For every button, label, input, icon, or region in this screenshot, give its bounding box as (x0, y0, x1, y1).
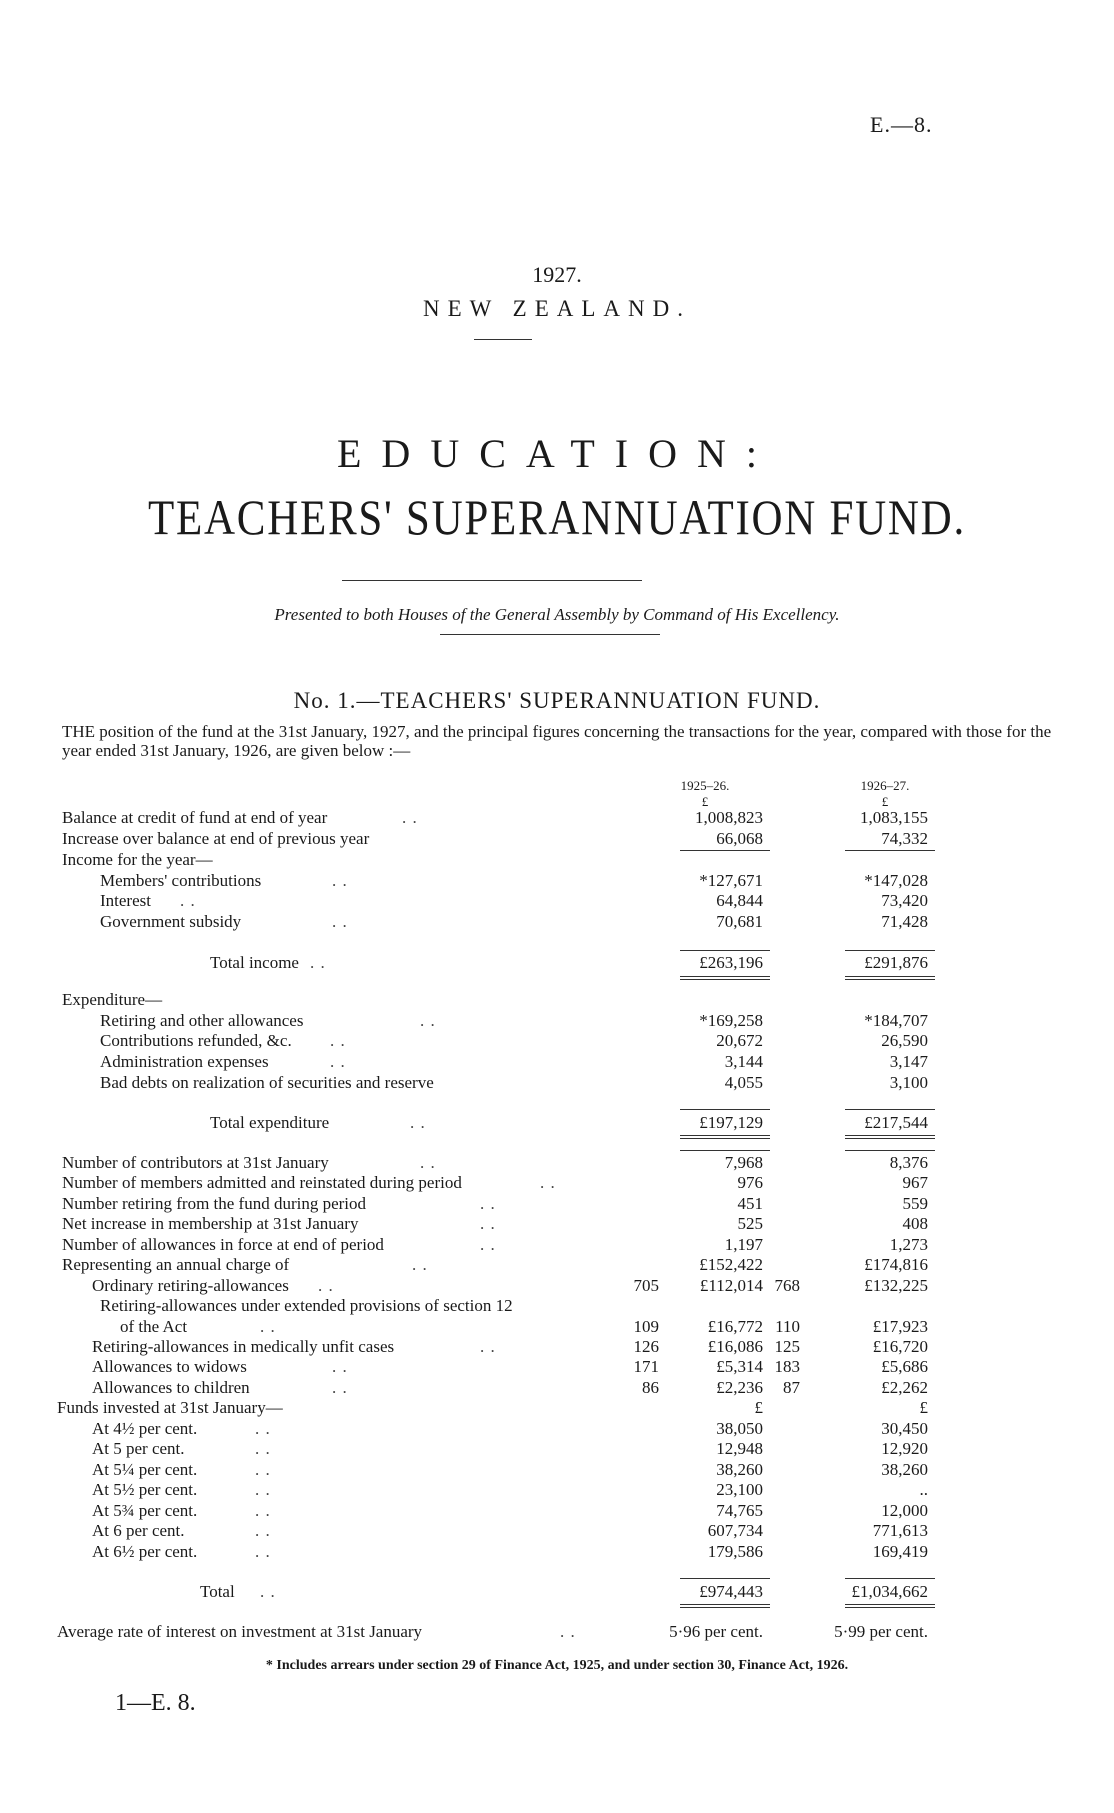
row-label: At 4½ per cent. (92, 1419, 198, 1438)
value-1925: 5·96 per cent. (669, 1622, 763, 1641)
sum-rule (845, 1607, 935, 1608)
count-1926: 768 (774, 1276, 800, 1295)
value-1926: *184,707 (864, 1011, 928, 1030)
leader-dots: . . (255, 1460, 271, 1479)
column-unit-1925: £ (701, 794, 709, 809)
table-row (0, 1398, 1114, 1418)
intro-paragraph: THE position of the fund at the 31st January, 1927, and the principal figures concerning the transactions for the year, compared with those for the year ended 31st January, 1926, are given below :— (62, 722, 1052, 760)
document-year: 1927. (532, 262, 582, 287)
table-row (0, 1521, 1114, 1541)
table-row (0, 1501, 1114, 1521)
table-row (0, 1052, 1114, 1072)
leader-dots: . . (260, 1582, 276, 1601)
table-row (0, 808, 1114, 828)
value-1925: £16,772 (707, 1317, 763, 1336)
column-header-1925: 1925–26. (680, 778, 730, 793)
table-row (0, 1460, 1114, 1480)
table-row (0, 850, 1114, 870)
leader-dots: . . (480, 1235, 496, 1254)
value-1926: £2,262 (881, 1378, 928, 1397)
leader-dots: . . (260, 1317, 276, 1336)
row-label: Net increase in membership at 31st January (62, 1214, 359, 1233)
value-1926: .. (919, 1480, 928, 1499)
value-1926: *147,028 (864, 871, 928, 890)
row-label: At 6 per cent. (92, 1521, 185, 1540)
row-label: At 5½ per cent. (92, 1480, 198, 1499)
value-1925: 38,260 (716, 1460, 763, 1479)
row-label: Administration expenses (100, 1052, 269, 1071)
value-1926: £16,720 (872, 1337, 928, 1356)
leader-dots: . . (420, 1011, 436, 1030)
sum-rule (680, 1135, 770, 1136)
row-label: Number of contributors at 31st January (62, 1153, 329, 1172)
row-label: Ordinary retiring-allowances (92, 1276, 289, 1295)
value-1926: 3,147 (889, 1052, 928, 1071)
value-1925: 20,672 (716, 1031, 763, 1050)
leader-dots: . . (560, 1622, 576, 1641)
sum-rule (680, 1607, 770, 1608)
table-row (0, 891, 1114, 911)
leader-dots: . . (410, 1113, 426, 1132)
sum-rule (680, 1138, 770, 1139)
sum-rule (680, 1150, 770, 1151)
sum-rule (845, 979, 935, 980)
row-label: Number of allowances in force at end of period (62, 1235, 384, 1254)
row-label: Retiring and other allowances (100, 1011, 304, 1030)
value-1925: £2,236 (716, 1378, 763, 1397)
table-row (0, 1031, 1114, 1051)
value-1926: 12,920 (881, 1439, 928, 1458)
table-row (0, 1011, 1114, 1031)
table-row (0, 1296, 1114, 1316)
value-1926: 559 (902, 1194, 928, 1213)
count-1925: 126 (633, 1337, 659, 1356)
country-heading: NEW ZEALAND. (422, 296, 692, 321)
value-1926: 967 (902, 1173, 928, 1192)
value-1926: 1,273 (889, 1235, 928, 1254)
divider-rule (440, 634, 660, 635)
count-1925: 86 (642, 1378, 659, 1397)
row-label: Total (200, 1582, 235, 1601)
sum-rule (845, 976, 935, 977)
row-label: Total expenditure (210, 1113, 330, 1132)
leader-dots: . . (402, 808, 418, 827)
row-label: of the Act (120, 1317, 188, 1336)
footnote: * Includes arrears under section 29 of Finance Act, 1925, and under section 30, Finance Act, 1926. (265, 1658, 849, 1673)
column-header-1926: 1926–27. (860, 778, 910, 793)
value-1926: 73,420 (881, 891, 928, 910)
row-label: At 5¼ per cent. (92, 1460, 198, 1479)
row-label: Expenditure— (62, 990, 163, 1009)
table-row (0, 871, 1114, 891)
leader-dots: . . (180, 891, 196, 910)
sum-rule (680, 850, 770, 851)
table-row (0, 1235, 1114, 1255)
value-1925: £5,314 (716, 1357, 763, 1376)
table-row (0, 1622, 1114, 1642)
value-1926: £5,686 (881, 1357, 928, 1376)
leader-dots: . . (412, 1255, 428, 1274)
table-row (0, 1378, 1114, 1398)
value-1925: £ (754, 1398, 763, 1417)
row-label: Total income (210, 953, 299, 972)
value-1925: 1,197 (724, 1235, 763, 1254)
sum-rule (680, 976, 770, 977)
leader-dots: . . (255, 1419, 271, 1438)
table-row (0, 1113, 1114, 1133)
value-1926: 5·99 per cent. (834, 1622, 928, 1641)
value-1925: 607,734 (707, 1521, 763, 1540)
leader-dots: . . (318, 1276, 334, 1295)
row-label: Average rate of interest on investment at 31st January (57, 1622, 423, 1641)
table-row (0, 1153, 1114, 1173)
value-1926: 169,419 (872, 1542, 928, 1561)
leader-dots: . . (330, 1031, 346, 1050)
value-1926: 12,000 (881, 1501, 928, 1520)
row-label: Government subsidy (100, 912, 242, 931)
row-label: Retiring-allowances in medically unfit cases (92, 1337, 395, 1356)
table-row (0, 1337, 1114, 1357)
title-line-1: EDUCATION: (337, 431, 777, 476)
value-1925: £263,196 (699, 953, 763, 972)
value-1925: *127,671 (699, 871, 763, 890)
table-row (0, 1073, 1114, 1093)
leader-dots: . . (480, 1214, 496, 1233)
value-1925: 451 (737, 1194, 763, 1213)
sum-rule (845, 1138, 935, 1139)
sum-rule (845, 1135, 935, 1136)
value-1925: £112,014 (699, 1276, 763, 1295)
row-label: Retiring-allowances under extended provisions of section 12 (100, 1296, 513, 1315)
leader-dots: . . (255, 1439, 271, 1458)
table-row (0, 912, 1114, 932)
leader-dots: . . (332, 1357, 348, 1376)
count-1925: 109 (633, 1317, 659, 1336)
value-1925: 74,765 (716, 1501, 763, 1520)
value-1925: 3,144 (724, 1052, 763, 1071)
value-1926: 408 (902, 1214, 928, 1233)
sum-rule (680, 979, 770, 980)
value-1925: £16,086 (707, 1337, 763, 1356)
value-1925: £197,129 (699, 1113, 763, 1132)
sum-rule (845, 950, 935, 951)
value-1925: 179,586 (707, 1542, 763, 1561)
row-label: Allowances to children (92, 1378, 250, 1397)
value-1925: 7,968 (724, 1153, 763, 1172)
leader-dots: . . (332, 871, 348, 890)
value-1926: £291,876 (864, 953, 928, 972)
leader-dots: . . (332, 1378, 348, 1397)
value-1925: 4,055 (724, 1073, 763, 1092)
row-label: Funds invested at 31st January— (57, 1398, 283, 1417)
value-1926: 74,332 (881, 829, 928, 848)
leader-dots: . . (480, 1337, 496, 1356)
divider-rule (342, 580, 642, 581)
table-row (0, 1357, 1114, 1377)
leader-dots: . . (255, 1501, 271, 1520)
sum-rule (845, 1578, 935, 1579)
table-row (0, 1317, 1114, 1337)
sum-rule (845, 1150, 935, 1151)
value-1926: £132,225 (864, 1276, 928, 1295)
value-1926: 71,428 (881, 912, 928, 931)
value-1926: 8,376 (889, 1153, 928, 1172)
value-1925: £152,422 (699, 1255, 763, 1274)
section-title: No. 1.—TEACHERS' SUPERANNUATION FUND. (293, 688, 821, 713)
title-line-2: TEACHERS' SUPERANNUATION FUND. (148, 489, 966, 545)
value-1925: 70,681 (716, 912, 763, 931)
value-1926: 1,083,155 (860, 808, 928, 827)
value-1925: 66,068 (716, 829, 763, 848)
row-label: At 5 per cent. (92, 1439, 185, 1458)
table-row (0, 1214, 1114, 1234)
leader-dots: . . (480, 1194, 496, 1213)
row-label: At 5¾ per cent. (92, 1501, 198, 1520)
row-label: Bad debts on realization of securities and reserve (100, 1073, 434, 1092)
value-1926: £1,034,662 (851, 1582, 928, 1601)
leader-dots: . . (310, 953, 326, 972)
value-1925: 976 (737, 1173, 763, 1192)
table-row (0, 1276, 1114, 1296)
table-row (0, 1194, 1114, 1214)
row-label: Number retiring from the fund during period (62, 1194, 367, 1213)
table-row (0, 953, 1114, 973)
count-1925: 171 (633, 1357, 659, 1376)
leader-dots: . . (420, 1153, 436, 1172)
page-signature: 1—E. 8. (115, 1690, 196, 1716)
leader-dots: . . (540, 1173, 556, 1192)
row-label: Allowances to widows (92, 1357, 247, 1376)
row-label: Contributions refunded, &c. (100, 1031, 292, 1050)
value-1926: £ (919, 1398, 928, 1417)
divider-rule (474, 339, 532, 340)
row-label: Interest (100, 891, 151, 910)
value-1926: 26,590 (881, 1031, 928, 1050)
count-1926: 110 (775, 1317, 800, 1336)
value-1925: 525 (737, 1214, 763, 1233)
value-1926: £217,544 (864, 1113, 928, 1132)
table-row (0, 1582, 1114, 1602)
value-1925: 38,050 (716, 1419, 763, 1438)
row-label: Balance at credit of fund at end of year (62, 808, 328, 827)
leader-dots: . . (255, 1480, 271, 1499)
row-label: Representing an annual charge of (62, 1255, 290, 1274)
column-unit-1926: £ (881, 794, 889, 809)
table-row (0, 1173, 1114, 1193)
sum-rule (680, 950, 770, 951)
table-row (0, 990, 1114, 1010)
table-row (0, 1255, 1114, 1275)
value-1925: 12,948 (716, 1439, 763, 1458)
row-label: Number of members admitted and reinstated during period (62, 1173, 462, 1192)
row-label: At 6½ per cent. (92, 1542, 198, 1561)
sum-rule (845, 850, 935, 851)
table-row (0, 829, 1114, 849)
value-1925: *169,258 (699, 1011, 763, 1030)
sum-rule (680, 1578, 770, 1579)
presented-note: Presented to both Houses of the General Assembly by Command of His Excellency. (274, 605, 840, 624)
page-reference: E.—8. (870, 112, 933, 137)
leader-dots: . . (330, 1052, 346, 1071)
value-1926: £17,923 (872, 1317, 928, 1336)
sum-rule (680, 1109, 770, 1110)
value-1926: 771,613 (872, 1521, 928, 1540)
value-1925: £974,443 (699, 1582, 763, 1601)
count-1926: 87 (783, 1378, 800, 1397)
sum-rule (845, 1604, 935, 1605)
leader-dots: . . (332, 912, 348, 931)
sum-rule (845, 1109, 935, 1110)
value-1926: 38,260 (881, 1460, 928, 1479)
value-1925: 23,100 (716, 1480, 763, 1499)
value-1926: £174,816 (864, 1255, 928, 1274)
value-1926: 30,450 (881, 1419, 928, 1438)
count-1926: 125 (774, 1337, 800, 1356)
value-1925: 64,844 (716, 891, 763, 910)
table-row (0, 1419, 1114, 1439)
table-row (0, 1439, 1114, 1459)
row-label: Members' contributions (100, 871, 262, 890)
count-1925: 705 (633, 1276, 659, 1295)
value-1926: 3,100 (889, 1073, 928, 1092)
sum-rule (680, 1604, 770, 1605)
leader-dots: . . (255, 1542, 271, 1561)
row-label: Income for the year— (62, 850, 213, 869)
leader-dots: . . (255, 1521, 271, 1540)
row-label: Increase over balance at end of previous year (62, 829, 370, 848)
count-1926: 183 (774, 1357, 800, 1376)
table-row (0, 1480, 1114, 1500)
table-row (0, 1542, 1114, 1562)
value-1925: 1,008,823 (695, 808, 763, 827)
